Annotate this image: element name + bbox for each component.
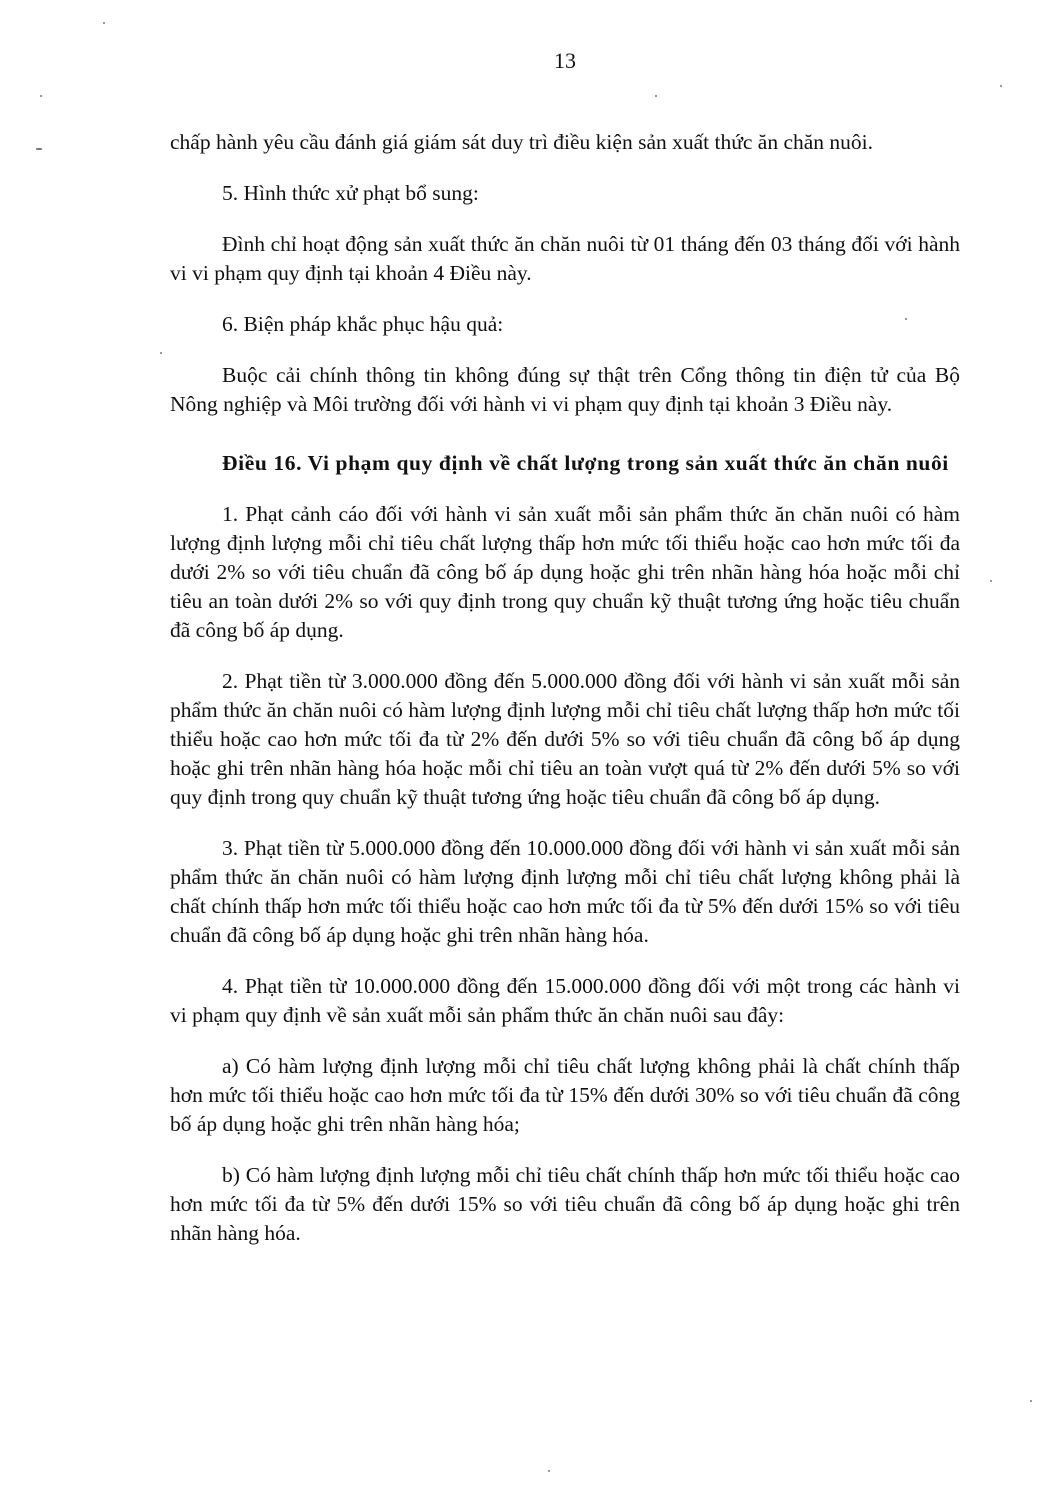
article-16-heading [170,449,960,478]
document-body [170,128,960,1270]
paragraph-continuation: chấp hành yêu cầu đánh giá giám sát duy trì điều kiện sản xuất thức ăn chăn nuôi. [170,130,874,154]
item6-title: 6. Biện pháp khắc phục hậu quả: [222,312,504,336]
item5-title: 5. Hình thức xử phạt bổ sung: [222,181,479,205]
scan-speck [655,95,657,97]
clause-3: 3. Phạt tiền từ 5.000.000 đồng đến 10.000.000 đồng đối với hành vi sản xuất mỗi sản phẩm thức ăn chăn nuôi có hàm lượng định lượng mỗi chỉ tiêu chất lượng không phải là chất chính thấp hơn mức tối thiểu hoặc cao hơn mức tối đa từ 5% đến dưới 15% so với tiêu chuẩn đã công bố áp dụng hoặc ghi trên nhãn hàng hóa. [170,836,960,947]
clause-4b: b) Có hàm lượng định lượng mỗi chỉ tiêu chất chính thấp hơn mức tối thiểu hoặc cao hơn mức tối đa từ 5% đến dưới 15% so với tiêu chuẩn đã công bố áp dụng hoặc ghi trên nhãn hàng hóa. [170,1163,960,1245]
scan-speck [905,318,907,320]
scan-speck [1000,85,1002,87]
clause-4: 4. Phạt tiền từ 10.000.000 đồng đến 15.000.000 đồng đối với một trong các hành vi vi phạm quy định về sản xuất mỗi sản phẩm thức ăn chăn nuôi sau đây: [170,974,960,1027]
scan-speck [990,580,992,582]
item5-body: Đình chỉ hoạt động sản xuất thức ăn chăn nuôi từ 01 tháng đến 03 tháng đối với hành vi vi phạm quy định tại khoản 4 Điều này. [170,232,960,285]
scan-speck [36,148,42,150]
scan-speck [1030,1400,1032,1402]
scan-speck [548,1470,550,1472]
scan-speck [103,22,105,24]
scan-speck [160,352,162,354]
scan-speck [40,95,42,97]
article-16-title: Vi phạm quy định về chất lượng trong sản xuất thức ăn chăn nuôi [307,451,949,475]
clause-1: 1. Phạt cảnh cáo đối với hành vi sản xuất mỗi sản phẩm thức ăn chăn nuôi có hàm lượng định lượng mỗi chỉ tiêu chất lượng thấp hơn mức tối thiểu hoặc cao hơn mức tối đa dưới 2% so với tiêu chuẩn đã công bố áp dụng hoặc ghi trên nhãn hàng hóa hoặc mỗi chỉ tiêu an toàn dưới 2% so với quy định trong quy chuẩn kỹ thuật tương ứng hoặc tiêu chuẩn đã công bố áp dụng. [170,502,960,642]
article-16-number: Điều 16. [222,451,303,475]
clause-4a: a) Có hàm lượng định lượng mỗi chỉ tiêu chất lượng không phải là chất chính thấp hơn mức tối thiểu hoặc cao hơn mức tối đa từ 15% đến dưới 30% so với tiêu chuẩn đã công bố áp dụng hoặc ghi trên nhãn hàng hóa; [170,1054,960,1136]
page-number: 13 [554,48,576,73]
item6-body: Buộc cải chính thông tin không đúng sự thật trên Cổng thông tin điện tử của Bộ Nông nghiệp và Môi trường đối với hành vi vi phạm quy định tại khoản 3 Điều này. [170,363,960,416]
clause-2: 2. Phạt tiền từ 3.000.000 đồng đến 5.000.000 đồng đối với hành vi sản xuất mỗi sản phẩm thức ăn chăn nuôi có hàm lượng định lượng mỗi chỉ tiêu chất lượng thấp hơn mức tối thiểu hoặc cao hơn mức tối đa từ 2% đến dưới 5% so với tiêu chuẩn đã công bố áp dụng hoặc ghi trên nhãn hàng hóa hoặc mỗi chỉ tiêu an toàn vượt quá từ 2% đến dưới 5% so với quy định trong quy chuẩn kỹ thuật tương ứng hoặc tiêu chuẩn đã công bố áp dụng. [170,669,960,809]
